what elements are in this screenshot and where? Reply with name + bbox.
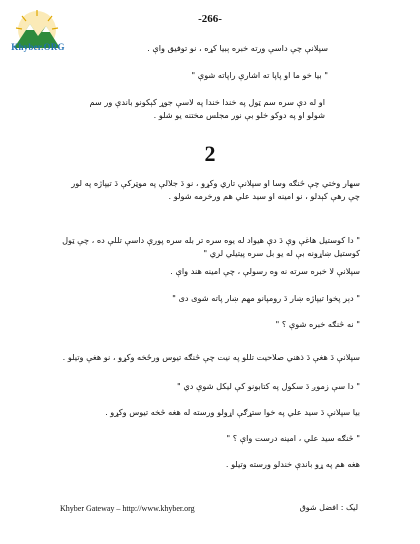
paragraph: " دېر پخوا تيپاژه ښار دَ رومپانو مهم ښار پاته شوی دی " <box>172 293 360 303</box>
page-number: -266- <box>198 13 222 25</box>
footer-source: Khyber Gateway – http://www.khyber.org <box>60 504 195 513</box>
paragraph: " دا سې زموږ دَ سکول په کتابونو کې ليکل شوې دي " <box>177 381 360 391</box>
paragraph: " نه څنګه خبره شوې ؟ " <box>275 319 360 329</box>
paragraph: سپلانې دَ هغې دَ ذهني صلاحيت تللو په نيت چې څنګه تيوس ورځخه وکړو ، نو هغې وتيلو . <box>62 352 360 362</box>
logo-text: Khyber.ORG <box>11 42 65 52</box>
paragraph: او له دې سره سم ټول په خندا خندا په لاسې جوړ کېکونو باندې ور سم شولو او په دوکو خلو بې نور مجلس مختنه يو شلو . <box>89 97 325 120</box>
paragraph: هغه هم په ړو باندې خندلو ورسته وتيلو . <box>225 459 360 469</box>
paragraph: " بيا خو ما او پاپا ته اشارې راپاته شوې " <box>191 70 328 80</box>
paragraph: بيا سپلانې دَ سيد علي په خوا ستړګې اړولو ورسته له هغه څخه تيوس وکړو . <box>105 407 360 417</box>
footer-author: ليک : افضل شوق <box>299 503 358 512</box>
paragraph: سهار وختي چې څنګه وسا او سپلانې تاري وکړو ، نو دَ جلالې په موټرکې دَ تيپاژه په لور چې رهې کېدلو ، نو امينه او سيد علي هم ورخرمه شولو . <box>71 178 360 201</box>
paragraph: سپلانې لا خبره سرته نه وه رسولې ، چې امينه هند واې . <box>170 266 360 276</box>
section-number: 2 <box>204 141 216 166</box>
paragraph: " دا کوستيل هاغې وې دَ دې هيواد له يوه سره تر بله سره پورې داسې تللې ده ، چې ټول کوستيل ښاړونه بې له يو بل سره پيتيلي لري " <box>62 235 360 258</box>
paragraph: سپلانې چې داسې ورته خبره ېبيا کړه ، نو توفيق واې . <box>147 43 328 53</box>
paragraph: " څنګه سيد علي ، امينه درست واې ؟ " <box>226 433 360 443</box>
